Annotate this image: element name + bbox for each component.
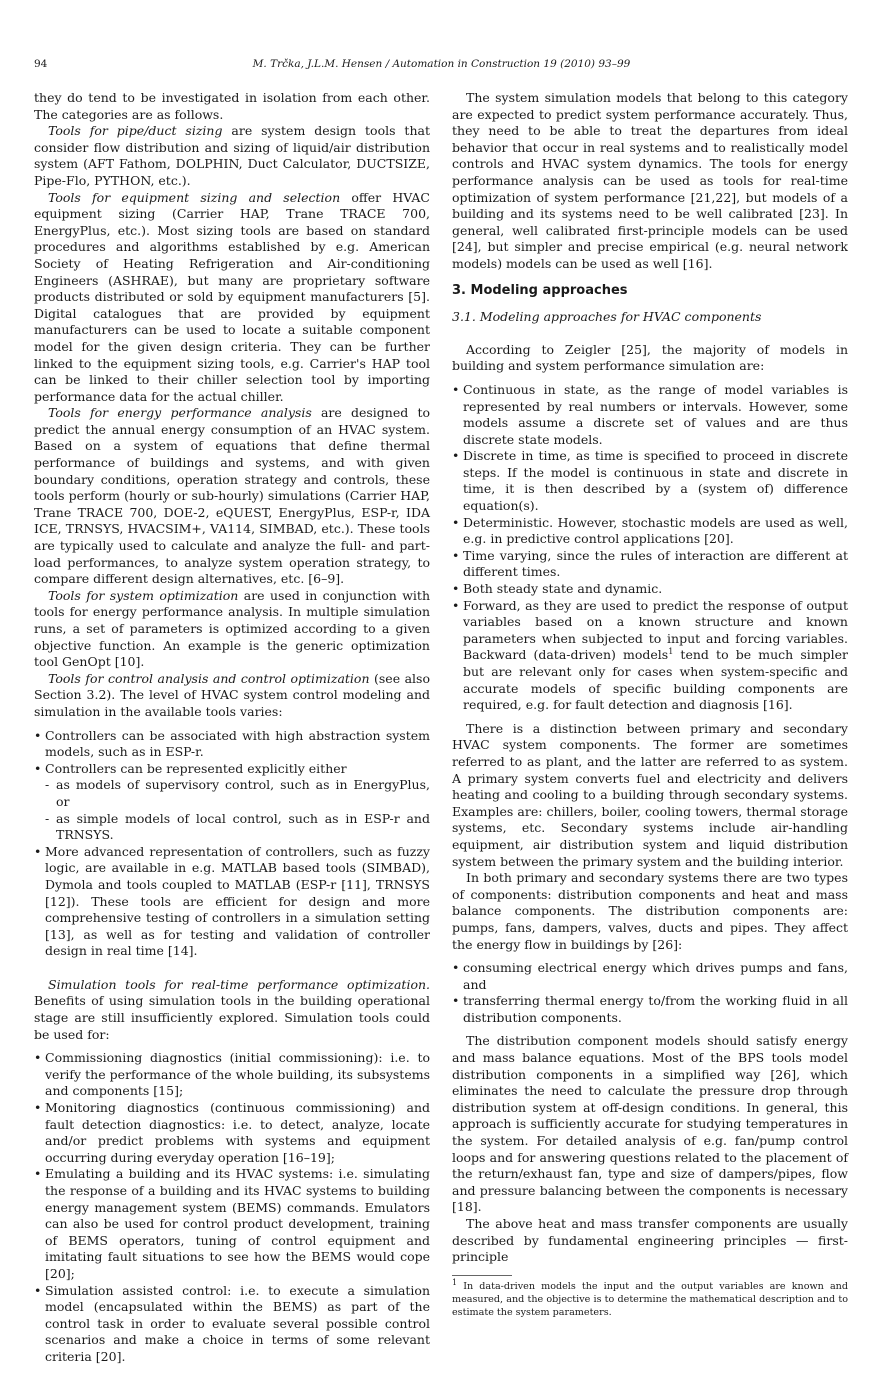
list-item: • consuming electrical energy which drives pumps and fans, and [452, 960, 848, 993]
sub-list [45, 777, 430, 843]
inline-title: Tools for equipment sizing and selection [48, 189, 341, 205]
footnote-rule [452, 1275, 512, 1276]
footnote-number: 1 [452, 1277, 458, 1287]
inline-title: Tools for pipe/duct sizing [48, 123, 223, 139]
list-item: • Discrete in time, as time is specified to proceed in discrete steps. If the model is continuous in state and discrete in time, it is then described by a (system of) difference equation(s). [452, 448, 848, 514]
paragraph: There is a distinction between primary and secondary HVAC system components. The former are sometimes referred to as plant, and the latter are referred to as system. A primary system converts fuel and electricity and delivers heating and cooling to a building through secondary systems. Examples are: chillers, boiler, cooling towers, thermal storage systems, etc. Secondary systems include air-handling equipment, air distribution system and liquid distribution system between the primary system and the building interior. [452, 720, 848, 869]
paragraph: Tools for control analysis and control optimization (see also Section 3.2). The level of HVAC system control modeling and simulation in the available tools varies: [34, 670, 430, 719]
list-item: • Simulation assisted control: i.e. to execute a simulation model (encapsulated within the BEMS) as part of the control task in order to evaluate several possible control scenarios and make a choice in terms of some relevant criteria [20]. [34, 1283, 430, 1366]
list-item: • Controllers can be represented explicitly either - as models of supervisory control, such as in EnergyPlus, or - as simple models of local control, such as in ESP-r and TRNSYS. [34, 761, 430, 844]
right-column [452, 90, 848, 1319]
list-item: • Time varying, since the rules of interaction are different at different times. [452, 548, 848, 581]
list-item: • Forward, as they are used to predict the response of output variables based on a known structure and known parameters when subjected to input and forcing variables. Backward (data-driven) models$^1$ tend to be much simpler but are relevant only for cases when system-specific and accurate models of specific building components are required, e.g. for fault detection and diagnosis [16]. [452, 598, 848, 714]
paragraph: In both primary and secondary systems there are two types of components: distribution components and heat and mass balance components. The distribution components are: pumps, fans, dampers, valves, ducts and pipes. They affect the energy flow in buildings by [26]: [452, 870, 848, 952]
paragraph: According to Zeigler [25], the majority of models in building and system performance simulation are: [452, 341, 848, 374]
paragraph: Simulation tools for real-time performance optimization. Benefits of using simulation tools in the building operational stage are still insufficiently explored. Simulation tools could be used for: [34, 976, 430, 1042]
left-column [34, 90, 430, 1373]
section-heading: 3. Modeling approaches [452, 282, 628, 298]
inline-title: Tools for control analysis and control optimization [48, 670, 370, 686]
paragraph: The distribution component models should satisfy energy and mass balance equations. Most of the BPS tools model distribution components in a simplified way [26], which eliminates the need to calculate the pressure drop through distribution system at off-design conditions. In general, this approach is sufficiently accurate for studying temperatures in the system. For detailed analysis of e.g. fan/pump control loops and for answering questions related to the placement of the return/exhaust fan, type and size of dampers/pipes, flow and pressure balancing between the components is necessary [18]. [452, 1033, 848, 1215]
list-item: • Both steady state and dynamic. [452, 581, 848, 598]
list-item: • Deterministic. However, stochastic models are used as well, e.g. in predictive control applications [20]. [452, 515, 848, 548]
footnote-marker: 1 [668, 647, 674, 657]
bullet-list [34, 728, 430, 960]
inline-title: Simulation tools for real-time performance optimization. [48, 976, 430, 992]
inline-title: Tools for energy performance analysis [48, 405, 312, 421]
paragraph: Tools for energy performance analysis are designed to predict the annual energy consumption of an HVAC system. Based on a system of equations that define thermal performance of buildings and systems, and with given boundary conditions, operation strategy and controls, these tools perform (hourly or sub-hourly) simulations (Carrier HAP, Trane TRACE 700, DOE-2, eQUEST, EnergyPlus, ESP-r, IDA ICE, TRNSYS, HVACSIM+, VA114, SIMBAD, etc.). These tools are typically used to calculate and analyze the full- and part-load performances, to analyze system operation strategy, to compare different design alternatives, etc. [6–9]. [34, 405, 430, 587]
list-item: • transferring thermal energy to/from the working fluid in all distribution components. [452, 993, 848, 1026]
list-item: • Commissioning diagnostics (initial commissioning): i.e. to verify the performance of the whole building, its subsystems and components [15]; [34, 1050, 430, 1100]
paragraph: The system simulation models that belong to this category are expected to predict system performance accurately. Thus, they need to be able to treat the departures from ideal behavior that occur in real systems and to realistically model controls and HVAC system dynamics. The tools for energy performance analysis can be used as tools for real-time optimization of system performance [21,22], but models of a building and its systems need to be well calibrated [23]. In general, well calibrated first-principle models can be used [24], but simpler and precise empirical (e.g. neural network models) models can be used as well [16]. [452, 90, 848, 271]
page-header [34, 58, 849, 74]
paragraph: Tools for equipment sizing and selection offer HVAC equipment sizing (Carrier HAP, Trane TRACE 700, EnergyPlus, etc.). Most sizing tools are based on standard procedures and algorithms established by e.g. American Society of Heating Refrigeration and Air-conditioning Engineers (ASHRAE), but many are proprietary software products distributed or sold by equipment manufacturers [5]. Digital catalogues that are provided by equipment manufacturers can be used to locate a suitable component model for the given design criteria. They can be further linked to the equipment sizing tools, e.g. Carrier's HAP tool can be linked to their chiller selection tool by importing performance data for the actual chiller. [34, 189, 430, 404]
list-item: • Continuous in state, as the range of model variables is represented by real numbers or intervals. However, some models assume a discrete set of values and are thus discrete state models. [452, 382, 848, 448]
paragraph: The above heat and mass transfer components are usually described by fundamental engineering principles — first-principle [452, 1216, 848, 1265]
bullet-list [452, 382, 848, 714]
footnote: $^1$ In data-driven models the input and the output variables are known and measured, and the objective is to determine the mathematical description and to estimate the system parameters. [452, 1277, 848, 1318]
subsection-heading: 3.1. Modeling approaches for HVAC components [452, 309, 762, 325]
paragraph: they do tend to be investigated in isolation from each other. The categories are as follows. [34, 90, 430, 122]
list-item: • More advanced representation of controllers, such as fuzzy logic, are available in e.g. MATLAB based tools (SIMBAD), Dymola and tools coupled to MATLAB (ESP-r [11], TRNSYS [12]). These tools are efficient for design and more comprehensive testing of controllers in a simulation setting [13], as well as for testing and validation of controller design in real time [14]. [34, 844, 430, 960]
inline-title: Tools for system optimization [48, 587, 239, 603]
running-head: M. Trčka, J.L.M. Hensen / Automation in Construction 19 (2010) 93–99 [252, 58, 631, 70]
paragraph: Tools for pipe/duct sizing are system design tools that consider flow distribution and sizing of liquid/air distribution system (AFT Fathom, DOLPHIN, Duct Calculator, DUCTSIZE, Pipe-Flo, PYTHON, etc.). [34, 123, 430, 188]
bullet-list [452, 960, 848, 1026]
paragraph: Tools for system optimization are used in conjunction with tools for energy performance analysis. In multiple simulation runs, a set of parameters is optimized according to a given objective function. An example is the generic optimization tool GenOpt [10]. [34, 587, 431, 670]
list-item: • Monitoring diagnostics (continuous commissioning) and fault detection diagnostics: i.e. to detect, analyze, locate and/or predict problems with systems and equipment occurring during everyday operation [16–19]; [34, 1100, 430, 1166]
list-item: • Controllers can be associated with high abstraction system models, such as in ESP-r. [34, 728, 430, 761]
sub-list-item: - as models of supervisory control, such as in EnergyPlus, or [45, 777, 430, 810]
page-number: 94 [34, 58, 48, 70]
list-item: • Emulating a building and its HVAC systems: i.e. simulating the response of a building and its HVAC systems to building energy management system (BEMS) commands. Emulators can also be used for control product development, training of BEMS operators, tuning of control equipment and imitating fault situations to see how the BEMS would cope [20]; [34, 1166, 430, 1282]
sub-list-item: - as simple models of local control, such as in ESP-r and TRNSYS. [45, 811, 430, 844]
